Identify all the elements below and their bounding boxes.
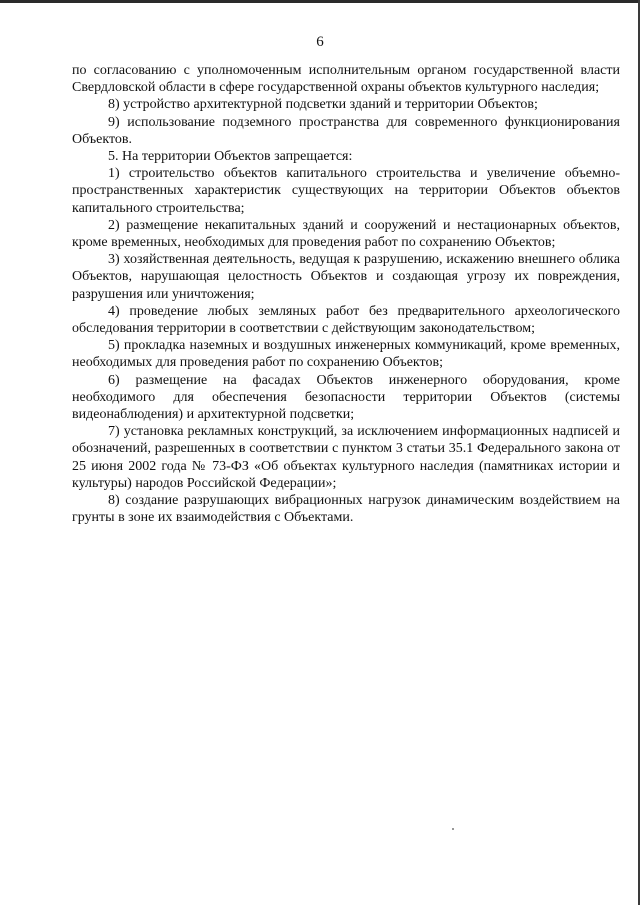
document-body [72, 62, 620, 526]
section-5-heading: 5. На территории Объектов запрещается: [108, 149, 353, 165]
prohibition-item-7: 7) установка рекламных конструкций, за исключением информационных надписей и обозначений, разрешенных в соответствии с пунктом 3 статьи 35.1 Федерального закона от 25 июня 2002 года № 73-ФЗ «Об объектах культурного наследия (памятниках истории и культуры) народов Российской Федерации»; [72, 424, 620, 491]
prohibition-item-8: 8) создание разрушающих вибрационных нагрузок динамическим воздействием на грунты в зоне их взаимодействия с Объектами. [72, 493, 620, 526]
prohibition-item-6: 6) размещение на фасадах Объектов инженерного оборудования, кроме необходимого для обеспечения безопасности территории Объектов (системы видеонаблюдения) и архитектурной подсветки; [72, 372, 620, 423]
list-item-8-lighting: 8) устройство архитектурной подсветки зданий и территории Объектов; [108, 97, 538, 113]
paragraph-continuation: по согласованию с уполномоченным исполнительным органом государственной власти Свердловской области в сфере государственной охраны объектов культурного наследия; [72, 63, 620, 96]
prohibition-item-3: 3) хозяйственная деятельность, ведущая к разрушению, искажению внешнего облика Объектов, нарушающая целостность Объектов и создающая угрозу их повреждения, разрушения или уничтожения; [72, 252, 620, 302]
scan-speck [452, 828, 454, 830]
prohibition-item-4: 4) проведение любых земляных работ без предварительного археологического обследования территории в соответствии с действующим законодательством; [72, 303, 620, 337]
list-item-9-underground: 9) использование подземного пространства для современного функционирования Объектов. [72, 114, 620, 147]
scan-edge-top [0, 0, 640, 3]
prohibition-item-5: 5) прокладка наземных и воздушных инженерных коммуникаций, кроме временных, необходимых для проведения работ по сохранению Объектов; [72, 338, 620, 371]
prohibition-item-1: 1) строительство объектов капитального строительства и увеличение объемно-пространственных характеристик существующих на территории Объектов объектов капитального строительства; [72, 166, 620, 216]
prohibition-item-2: 2) размещение некапитальных зданий и сооружений и нестационарных объектов, кроме временных, необходимых для проведения работ по сохранению Объектов; [72, 217, 620, 251]
page-number: 6 [316, 34, 324, 50]
